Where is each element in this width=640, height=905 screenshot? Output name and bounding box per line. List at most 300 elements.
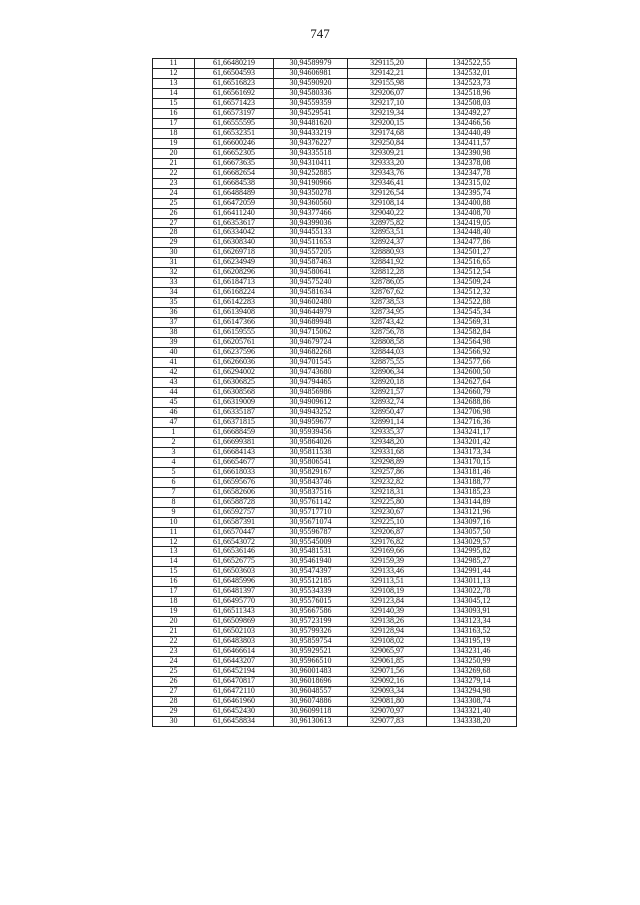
point-number-cell: 20 — [153, 148, 195, 158]
y-coordinate-cell: 1342995,82 — [427, 547, 517, 557]
latitude-cell: 61,66652305 — [195, 148, 274, 158]
longitude-cell: 30,95671074 — [274, 517, 348, 527]
table-row — [153, 497, 517, 507]
longitude-cell: 30,94335518 — [274, 148, 348, 158]
latitude-cell: 61,66682654 — [195, 168, 274, 178]
y-coordinate-cell: 1342347,78 — [427, 168, 517, 178]
y-coordinate-cell: 1342660,79 — [427, 387, 517, 397]
point-number-cell: 26 — [153, 208, 195, 218]
x-coordinate-cell: 328924,37 — [348, 238, 427, 248]
latitude-cell: 61,66452430 — [195, 706, 274, 716]
y-coordinate-cell: 1343181,46 — [427, 467, 517, 477]
table-row — [153, 667, 517, 677]
point-number-cell: 1 — [153, 427, 195, 437]
x-coordinate-cell: 329219,34 — [348, 108, 427, 118]
table-row — [153, 338, 517, 348]
longitude-cell: 30,94399036 — [274, 218, 348, 228]
point-number-cell: 30 — [153, 248, 195, 258]
y-coordinate-cell: 1343201,42 — [427, 437, 517, 447]
point-number-cell: 37 — [153, 318, 195, 328]
x-coordinate-cell: 328880,93 — [348, 248, 427, 258]
x-coordinate-cell: 329257,86 — [348, 467, 427, 477]
x-coordinate-cell: 329343,76 — [348, 168, 427, 178]
y-coordinate-cell: 1343123,34 — [427, 617, 517, 627]
y-coordinate-cell: 1343231,46 — [427, 647, 517, 657]
latitude-cell: 61,66592757 — [195, 507, 274, 517]
point-number-cell: 41 — [153, 358, 195, 368]
longitude-cell: 30,94959677 — [274, 417, 348, 427]
longitude-cell: 30,94682268 — [274, 348, 348, 358]
latitude-cell: 61,66294002 — [195, 368, 274, 378]
longitude-cell: 30,95545009 — [274, 537, 348, 547]
point-number-cell: 15 — [153, 567, 195, 577]
point-number-cell: 31 — [153, 258, 195, 268]
point-number-cell: 13 — [153, 78, 195, 88]
point-number-cell: 5 — [153, 467, 195, 477]
longitude-cell: 30,95761142 — [274, 497, 348, 507]
latitude-cell: 61,66319009 — [195, 397, 274, 407]
latitude-cell: 61,66184713 — [195, 278, 274, 288]
point-number-cell: 11 — [153, 59, 195, 69]
longitude-cell: 30,94587463 — [274, 258, 348, 268]
longitude-cell: 30,94511653 — [274, 238, 348, 248]
table-row — [153, 368, 517, 378]
y-coordinate-cell: 1342512,32 — [427, 288, 517, 298]
y-coordinate-cell: 1343269,68 — [427, 667, 517, 677]
x-coordinate-cell: 329077,83 — [348, 716, 427, 726]
x-coordinate-cell: 329108,02 — [348, 637, 427, 647]
y-coordinate-cell: 1342706,98 — [427, 407, 517, 417]
coordinates-table-body — [153, 59, 517, 727]
table-row — [153, 677, 517, 687]
longitude-cell: 30,94715062 — [274, 328, 348, 338]
longitude-cell: 30,95461940 — [274, 557, 348, 567]
x-coordinate-cell: 329115,20 — [348, 59, 427, 69]
y-coordinate-cell: 1342688,86 — [427, 397, 517, 407]
table-row — [153, 158, 517, 168]
x-coordinate-cell: 329126,54 — [348, 188, 427, 198]
y-coordinate-cell: 1343170,15 — [427, 457, 517, 467]
x-coordinate-cell: 329348,20 — [348, 437, 427, 447]
table-row — [153, 457, 517, 467]
x-coordinate-cell: 329133,46 — [348, 567, 427, 577]
latitude-cell: 61,66142283 — [195, 298, 274, 308]
latitude-cell: 61,66466614 — [195, 647, 274, 657]
y-coordinate-cell: 1342600,50 — [427, 368, 517, 378]
y-coordinate-cell: 1342492,27 — [427, 108, 517, 118]
table-row — [153, 88, 517, 98]
latitude-cell: 61,66526775 — [195, 557, 274, 567]
point-number-cell: 17 — [153, 118, 195, 128]
latitude-cell: 61,66481397 — [195, 587, 274, 597]
longitude-cell: 30,94590920 — [274, 78, 348, 88]
y-coordinate-cell: 1342501,27 — [427, 248, 517, 258]
x-coordinate-cell: 328767,62 — [348, 288, 427, 298]
longitude-cell: 30,94644979 — [274, 308, 348, 318]
latitude-cell: 61,66536146 — [195, 547, 274, 557]
point-number-cell: 13 — [153, 547, 195, 557]
x-coordinate-cell: 329206,07 — [348, 88, 427, 98]
latitude-cell: 61,66139408 — [195, 308, 274, 318]
point-number-cell: 29 — [153, 238, 195, 248]
latitude-cell: 61,66509869 — [195, 617, 274, 627]
latitude-cell: 61,66411240 — [195, 208, 274, 218]
x-coordinate-cell: 329217,10 — [348, 98, 427, 108]
longitude-cell: 30,95829167 — [274, 467, 348, 477]
point-number-cell: 30 — [153, 716, 195, 726]
x-coordinate-cell: 328738,53 — [348, 298, 427, 308]
latitude-cell: 61,66571423 — [195, 98, 274, 108]
longitude-cell: 30,95811538 — [274, 447, 348, 457]
point-number-cell: 43 — [153, 378, 195, 388]
latitude-cell: 61,66205761 — [195, 338, 274, 348]
x-coordinate-cell: 329140,39 — [348, 607, 427, 617]
y-coordinate-cell: 1342512,54 — [427, 268, 517, 278]
latitude-cell: 61,66308568 — [195, 387, 274, 397]
point-number-cell: 16 — [153, 108, 195, 118]
table-row — [153, 178, 517, 188]
point-number-cell: 33 — [153, 278, 195, 288]
point-number-cell: 25 — [153, 198, 195, 208]
table-row — [153, 208, 517, 218]
y-coordinate-cell: 1342516,65 — [427, 258, 517, 268]
table-row — [153, 697, 517, 707]
latitude-cell: 61,66458834 — [195, 716, 274, 726]
y-coordinate-cell: 1342577,66 — [427, 358, 517, 368]
point-number-cell: 3 — [153, 447, 195, 457]
x-coordinate-cell: 328875,55 — [348, 358, 427, 368]
latitude-cell: 61,66485996 — [195, 577, 274, 587]
longitude-cell: 30,96099118 — [274, 706, 348, 716]
page-number: 747 — [310, 26, 330, 41]
x-coordinate-cell: 328743,42 — [348, 318, 427, 328]
point-number-cell: 23 — [153, 647, 195, 657]
point-number-cell: 11 — [153, 527, 195, 537]
longitude-cell: 30,96048557 — [274, 687, 348, 697]
latitude-cell: 61,66688459 — [195, 427, 274, 437]
x-coordinate-cell: 328756,78 — [348, 328, 427, 338]
table-row — [153, 397, 517, 407]
latitude-cell: 61,66234949 — [195, 258, 274, 268]
table-row — [153, 537, 517, 547]
latitude-cell: 61,66334042 — [195, 228, 274, 238]
table-row — [153, 68, 517, 78]
longitude-cell: 30,94559359 — [274, 98, 348, 108]
x-coordinate-cell: 328786,05 — [348, 278, 427, 288]
latitude-cell: 61,66684538 — [195, 178, 274, 188]
longitude-cell: 30,95596787 — [274, 527, 348, 537]
latitude-cell: 61,66573197 — [195, 108, 274, 118]
y-coordinate-cell: 1342627,64 — [427, 378, 517, 388]
latitude-cell: 61,66461960 — [195, 697, 274, 707]
latitude-cell: 61,66561692 — [195, 88, 274, 98]
longitude-cell: 30,95929521 — [274, 647, 348, 657]
x-coordinate-cell: 329335,37 — [348, 427, 427, 437]
table-row — [153, 228, 517, 238]
longitude-cell: 30,96074886 — [274, 697, 348, 707]
y-coordinate-cell: 1342448,40 — [427, 228, 517, 238]
y-coordinate-cell: 1342466,56 — [427, 118, 517, 128]
table-row — [153, 348, 517, 358]
y-coordinate-cell: 1342390,98 — [427, 148, 517, 158]
longitude-cell: 30,94909612 — [274, 397, 348, 407]
longitude-cell: 30,94794465 — [274, 378, 348, 388]
table-row — [153, 407, 517, 417]
latitude-cell: 61,66673635 — [195, 158, 274, 168]
longitude-cell: 30,95723199 — [274, 617, 348, 627]
y-coordinate-cell: 1343144,89 — [427, 497, 517, 507]
x-coordinate-cell: 328920,18 — [348, 378, 427, 388]
x-coordinate-cell: 328953,51 — [348, 228, 427, 238]
point-number-cell: 18 — [153, 597, 195, 607]
longitude-cell: 30,94602480 — [274, 298, 348, 308]
y-coordinate-cell: 1343321,40 — [427, 706, 517, 716]
latitude-cell: 61,66516823 — [195, 78, 274, 88]
table-row — [153, 597, 517, 607]
table-row — [153, 447, 517, 457]
x-coordinate-cell: 328841,92 — [348, 258, 427, 268]
longitude-cell: 30,94433219 — [274, 128, 348, 138]
point-number-cell: 20 — [153, 617, 195, 627]
y-coordinate-cell: 1342566,92 — [427, 348, 517, 358]
table-row — [153, 358, 517, 368]
x-coordinate-cell: 329040,22 — [348, 208, 427, 218]
point-number-cell: 40 — [153, 348, 195, 358]
longitude-cell: 30,95939456 — [274, 427, 348, 437]
x-coordinate-cell: 329123,84 — [348, 597, 427, 607]
y-coordinate-cell: 1342985,27 — [427, 557, 517, 567]
table-row — [153, 557, 517, 567]
longitude-cell: 30,94679724 — [274, 338, 348, 348]
latitude-cell: 61,66495770 — [195, 597, 274, 607]
table-row — [153, 168, 517, 178]
point-number-cell: 42 — [153, 368, 195, 378]
table-row — [153, 517, 517, 527]
table-row — [153, 507, 517, 517]
point-number-cell: 46 — [153, 407, 195, 417]
table-row — [153, 607, 517, 617]
x-coordinate-cell: 329061,85 — [348, 657, 427, 667]
x-coordinate-cell: 329250,84 — [348, 138, 427, 148]
point-number-cell: 21 — [153, 158, 195, 168]
latitude-cell: 61,66555595 — [195, 118, 274, 128]
table-row — [153, 308, 517, 318]
point-number-cell: 35 — [153, 298, 195, 308]
table-row — [153, 567, 517, 577]
y-coordinate-cell: 1343093,91 — [427, 607, 517, 617]
longitude-cell: 30,94856986 — [274, 387, 348, 397]
table-row — [153, 487, 517, 497]
x-coordinate-cell: 329298,89 — [348, 457, 427, 467]
latitude-cell: 61,66543072 — [195, 537, 274, 547]
longitude-cell: 30,95717710 — [274, 507, 348, 517]
point-number-cell: 32 — [153, 268, 195, 278]
latitude-cell: 61,66582606 — [195, 487, 274, 497]
longitude-cell: 30,94606981 — [274, 68, 348, 78]
latitude-cell: 61,66269718 — [195, 248, 274, 258]
latitude-cell: 61,66266036 — [195, 358, 274, 368]
point-number-cell: 27 — [153, 687, 195, 697]
longitude-cell: 30,96130613 — [274, 716, 348, 726]
longitude-cell: 30,95481531 — [274, 547, 348, 557]
table-row — [153, 706, 517, 716]
table-row — [153, 198, 517, 208]
longitude-cell: 30,94701545 — [274, 358, 348, 368]
x-coordinate-cell: 329169,66 — [348, 547, 427, 557]
latitude-cell: 61,66472059 — [195, 198, 274, 208]
table-row — [153, 318, 517, 328]
table-row — [153, 378, 517, 388]
table-row — [153, 78, 517, 88]
point-number-cell: 28 — [153, 228, 195, 238]
longitude-cell: 30,95864026 — [274, 437, 348, 447]
x-coordinate-cell: 329155,98 — [348, 78, 427, 88]
point-number-cell: 34 — [153, 288, 195, 298]
x-coordinate-cell: 328844,03 — [348, 348, 427, 358]
y-coordinate-cell: 1343121,96 — [427, 507, 517, 517]
latitude-cell: 61,66654677 — [195, 457, 274, 467]
y-coordinate-cell: 1343057,50 — [427, 527, 517, 537]
longitude-cell: 30,94580336 — [274, 88, 348, 98]
y-coordinate-cell: 1343250,99 — [427, 657, 517, 667]
y-coordinate-cell: 1342545,34 — [427, 308, 517, 318]
x-coordinate-cell: 329113,51 — [348, 577, 427, 587]
x-coordinate-cell: 329309,21 — [348, 148, 427, 158]
y-coordinate-cell: 1342508,03 — [427, 98, 517, 108]
x-coordinate-cell: 329346,41 — [348, 178, 427, 188]
y-coordinate-cell: 1343163,52 — [427, 627, 517, 637]
table-row — [153, 647, 517, 657]
longitude-cell: 30,95966510 — [274, 657, 348, 667]
y-coordinate-cell: 1342518,96 — [427, 88, 517, 98]
latitude-cell: 61,66684143 — [195, 447, 274, 457]
longitude-cell: 30,94190966 — [274, 178, 348, 188]
y-coordinate-cell: 1342411,57 — [427, 138, 517, 148]
table-row — [153, 527, 517, 537]
point-number-cell: 19 — [153, 138, 195, 148]
table-row — [153, 128, 517, 138]
y-coordinate-cell: 1342569,31 — [427, 318, 517, 328]
longitude-cell: 30,95512185 — [274, 577, 348, 587]
y-coordinate-cell: 1342400,88 — [427, 198, 517, 208]
longitude-cell: 30,94580641 — [274, 268, 348, 278]
table-row — [153, 288, 517, 298]
longitude-cell: 30,95576015 — [274, 597, 348, 607]
longitude-cell: 30,94376227 — [274, 138, 348, 148]
latitude-cell: 61,66595676 — [195, 477, 274, 487]
latitude-cell: 61,66208296 — [195, 268, 274, 278]
table-row — [153, 248, 517, 258]
longitude-cell: 30,94310411 — [274, 158, 348, 168]
point-number-cell: 26 — [153, 677, 195, 687]
longitude-cell: 30,95859754 — [274, 637, 348, 647]
point-number-cell: 12 — [153, 68, 195, 78]
latitude-cell: 61,66699381 — [195, 437, 274, 447]
y-coordinate-cell: 1342991,44 — [427, 567, 517, 577]
y-coordinate-cell: 1342419,05 — [427, 218, 517, 228]
y-coordinate-cell: 1343097,16 — [427, 517, 517, 527]
y-coordinate-cell: 1343188,77 — [427, 477, 517, 487]
longitude-cell: 30,95806541 — [274, 457, 348, 467]
point-number-cell: 7 — [153, 487, 195, 497]
point-number-cell: 38 — [153, 328, 195, 338]
point-number-cell: 15 — [153, 98, 195, 108]
y-coordinate-cell: 1343241,17 — [427, 427, 517, 437]
point-number-cell: 2 — [153, 437, 195, 447]
point-number-cell: 28 — [153, 697, 195, 707]
x-coordinate-cell: 329331,68 — [348, 447, 427, 457]
longitude-cell: 30,94689948 — [274, 318, 348, 328]
table-row — [153, 587, 517, 597]
y-coordinate-cell: 1342315,02 — [427, 178, 517, 188]
y-coordinate-cell: 1343279,14 — [427, 677, 517, 687]
longitude-cell: 30,94581634 — [274, 288, 348, 298]
point-number-cell: 44 — [153, 387, 195, 397]
y-coordinate-cell: 1343029,57 — [427, 537, 517, 547]
y-coordinate-cell: 1343338,20 — [427, 716, 517, 726]
latitude-cell: 61,66570447 — [195, 527, 274, 537]
latitude-cell: 61,66470817 — [195, 677, 274, 687]
longitude-cell: 30,94943252 — [274, 407, 348, 417]
point-number-cell: 24 — [153, 188, 195, 198]
point-number-cell: 19 — [153, 607, 195, 617]
table-row — [153, 138, 517, 148]
point-number-cell: 29 — [153, 706, 195, 716]
latitude-cell: 61,66452194 — [195, 667, 274, 677]
x-coordinate-cell: 328808,58 — [348, 338, 427, 348]
latitude-cell: 61,66532351 — [195, 128, 274, 138]
point-number-cell: 27 — [153, 218, 195, 228]
x-coordinate-cell: 329108,14 — [348, 198, 427, 208]
latitude-cell: 61,66503603 — [195, 567, 274, 577]
y-coordinate-cell: 1342378,08 — [427, 158, 517, 168]
table-row — [153, 238, 517, 248]
x-coordinate-cell: 329225,80 — [348, 497, 427, 507]
point-number-cell: 6 — [153, 477, 195, 487]
table-row — [153, 617, 517, 627]
latitude-cell: 61,66443207 — [195, 657, 274, 667]
x-coordinate-cell: 329225,10 — [348, 517, 427, 527]
x-coordinate-cell: 329108,19 — [348, 587, 427, 597]
longitude-cell: 30,95799326 — [274, 627, 348, 637]
point-number-cell: 9 — [153, 507, 195, 517]
table-row — [153, 577, 517, 587]
longitude-cell: 30,94743680 — [274, 368, 348, 378]
longitude-cell: 30,96001483 — [274, 667, 348, 677]
latitude-cell: 61,66502103 — [195, 627, 274, 637]
table-row — [153, 417, 517, 427]
y-coordinate-cell: 1342564,98 — [427, 338, 517, 348]
point-number-cell: 12 — [153, 537, 195, 547]
y-coordinate-cell: 1343185,23 — [427, 487, 517, 497]
y-coordinate-cell: 1343045,12 — [427, 597, 517, 607]
y-coordinate-cell: 1342532,01 — [427, 68, 517, 78]
coordinates-table — [152, 58, 517, 727]
point-number-cell: 39 — [153, 338, 195, 348]
y-coordinate-cell: 1342408,70 — [427, 208, 517, 218]
table-row — [153, 328, 517, 338]
table-row — [153, 278, 517, 288]
y-coordinate-cell: 1342716,36 — [427, 417, 517, 427]
x-coordinate-cell: 329232,82 — [348, 477, 427, 487]
x-coordinate-cell: 328975,82 — [348, 218, 427, 228]
table-row — [153, 437, 517, 447]
y-coordinate-cell: 1343011,13 — [427, 577, 517, 587]
x-coordinate-cell: 328906,34 — [348, 368, 427, 378]
latitude-cell: 61,66618033 — [195, 467, 274, 477]
table-row — [153, 716, 517, 726]
table-row — [153, 258, 517, 268]
